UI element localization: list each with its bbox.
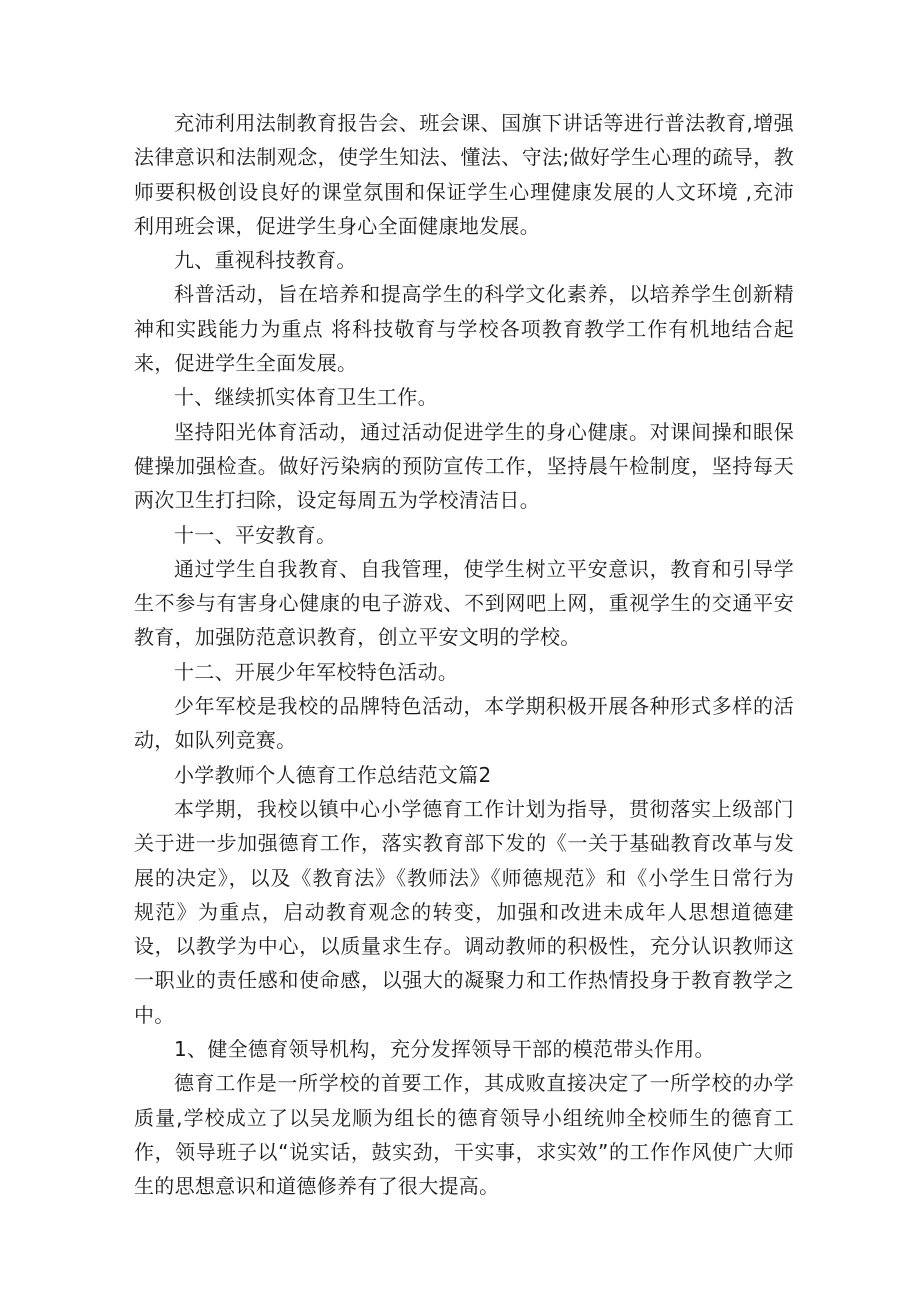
document-body: [134, 106, 794, 1204]
paragraph-sports-hygiene: 坚持阳光体育活动，通过活动促进学生的身心健康。对课间操和眼保健操加强检查。做好污染病的预防宣传工作，坚持晨午检制度，坚持每天两次卫生打扫除，设定每周五为学校清洁日。: [134, 419, 794, 513]
heading-safety-education: 十一、平安教育。: [174, 522, 337, 547]
heading-sports-hygiene: 十、继续抓实体育卫生工作。: [174, 385, 438, 410]
paragraph-legal-education: 充沛利用法制教育报告会、班会课、国旗下讲话等进行普法教育,增强法律意识和法制观念，使学生知法、懂法、守法;做好学生心理的疏导，教师要积极创设良好的课堂氛围和保证学生心理健康发展的人文环境 ,充沛利用班会课，促进学生身心全面健康地发展。: [134, 111, 794, 238]
heading-leadership: 1、健全德育领导机构，充分发挥领导干部的模范带头作用。: [174, 1037, 715, 1062]
paragraph-science-activities: 科普活动，旨在培养和提高学生的科学文化素养，以培养学生创新精神和实践能力为重点 将科技敬育与学校各项教育教学工作有机地结合起来，促进学生全面发展。: [134, 282, 794, 376]
paragraph-semester-overview: 本学期，我校以镇中心小学德育工作计划为指导，贯彻落实上级部门关于进一步加强德育工作，落实教育部下发的《一关于基础教育改革与发展的决定》，以及《教育法》《教师法》《师德规范》和《小学生日常行为规范》为重点，启动教育观念的转变，加强和改进未成年人思想道德建设，以教学为中心，以质量求生存。调动教师的积极性，充分认识教师这一职业的责任感和使命感，以强大的凝聚力和工作热情投身于教育教学之中。: [134, 796, 794, 1027]
paragraph-safety-education: 通过学生自我教育、自我管理，使学生树立平安意识，教育和引导学生不参与有害身心健康的电子游戏、不到网吧上网，重视学生的交通平安教育，加强防范意识教育，创立平安文明的学校。: [134, 556, 794, 650]
heading-science-education: 九、重视科技教育。: [174, 248, 357, 273]
paragraph-military-school: 少年军校是我校的品牌特色活动，本学期积极开展各种形式多样的活动，如队列竞赛。: [134, 694, 794, 753]
section-title-part-2: 小学教师个人德育工作总结范文篇2: [174, 762, 492, 787]
paragraph-leadership: 德育工作是一所学校的首要工作，其成败直接决定了一所学校的办学质量,学校成立了以吴龙顺为组长的德育领导小组统帅全校师生的德育工作，领导班子以“说实话，鼓实劲，干实事，求实效”的工作作风使广大师生的思想意识和道德修养有了很大提高。: [134, 1071, 794, 1199]
heading-military-school: 十二、开展少年军校特色活动。: [174, 659, 459, 684]
